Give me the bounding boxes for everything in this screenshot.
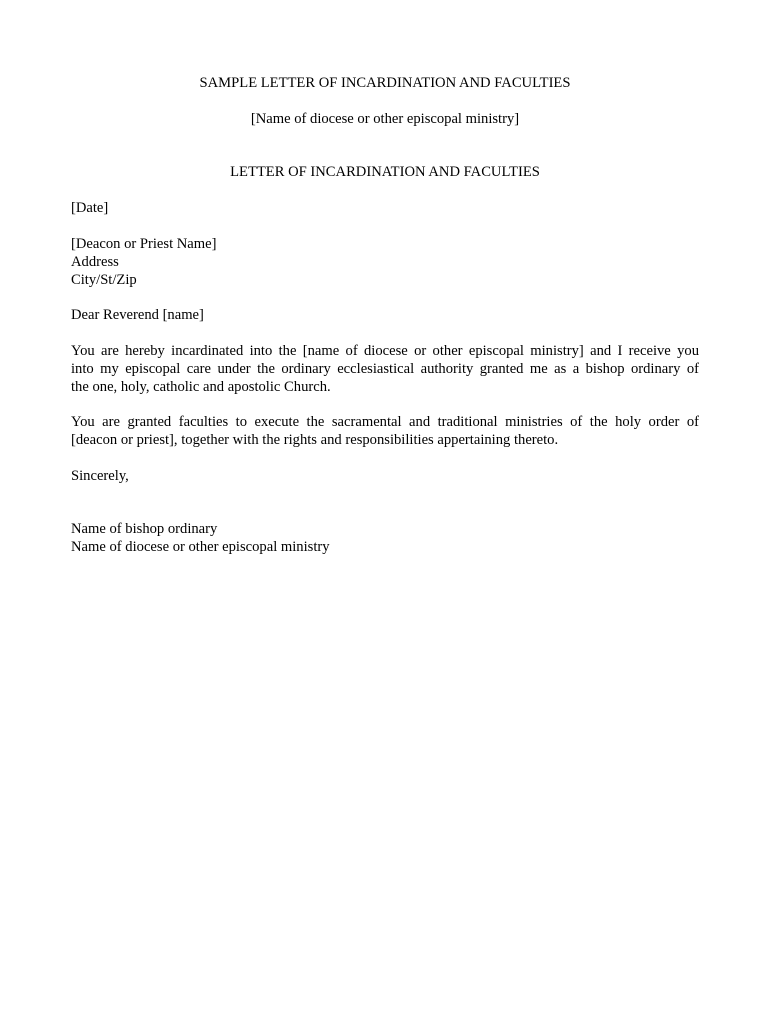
signature-bishop: Name of bishop ordinary	[71, 521, 218, 537]
sample-title: SAMPLE LETTER OF INCARDINATION AND FACULTIES	[199, 75, 571, 91]
paragraph-incardination	[71, 342, 699, 396]
recipient-city: City/St/Zip	[71, 272, 137, 288]
recipient-block	[71, 235, 699, 289]
signature-block	[71, 520, 699, 556]
letter-title: LETTER OF INCARDINATION AND FACULTIES	[230, 164, 540, 180]
diocese-placeholder: [Name of diocese or other episcopal ministry]	[250, 111, 520, 127]
recipient-address: Address	[71, 254, 119, 270]
paragraph-line: into my episcopal care under the ordinary ecclesiastical authority granted me as a bishop ordinary of	[71, 361, 699, 377]
paragraph-faculties	[71, 413, 699, 449]
salutation	[71, 306, 699, 324]
date-text: [Date]	[71, 200, 109, 216]
signature-ministry: Name of diocese or other episcopal ministry	[71, 539, 330, 555]
closing-text: Sincerely,	[71, 468, 129, 484]
date-line	[71, 199, 699, 217]
salutation-text: Dear Reverend [name]	[71, 307, 204, 323]
paragraph-line: [deacon or priest], together with the rights and responsibilities appertaining thereto.	[71, 432, 559, 448]
paragraph-line: the one, holy, catholic and apostolic Church.	[71, 379, 331, 395]
closing	[71, 467, 699, 485]
recipient-name: [Deacon or Priest Name]	[71, 236, 217, 252]
paragraph-line: You are granted faculties to execute the sacramental and traditional ministries of the holy order of	[71, 414, 699, 430]
paragraph-line: You are hereby incardinated into the [name of diocese or other episcopal ministry] and I receive you	[71, 343, 699, 359]
